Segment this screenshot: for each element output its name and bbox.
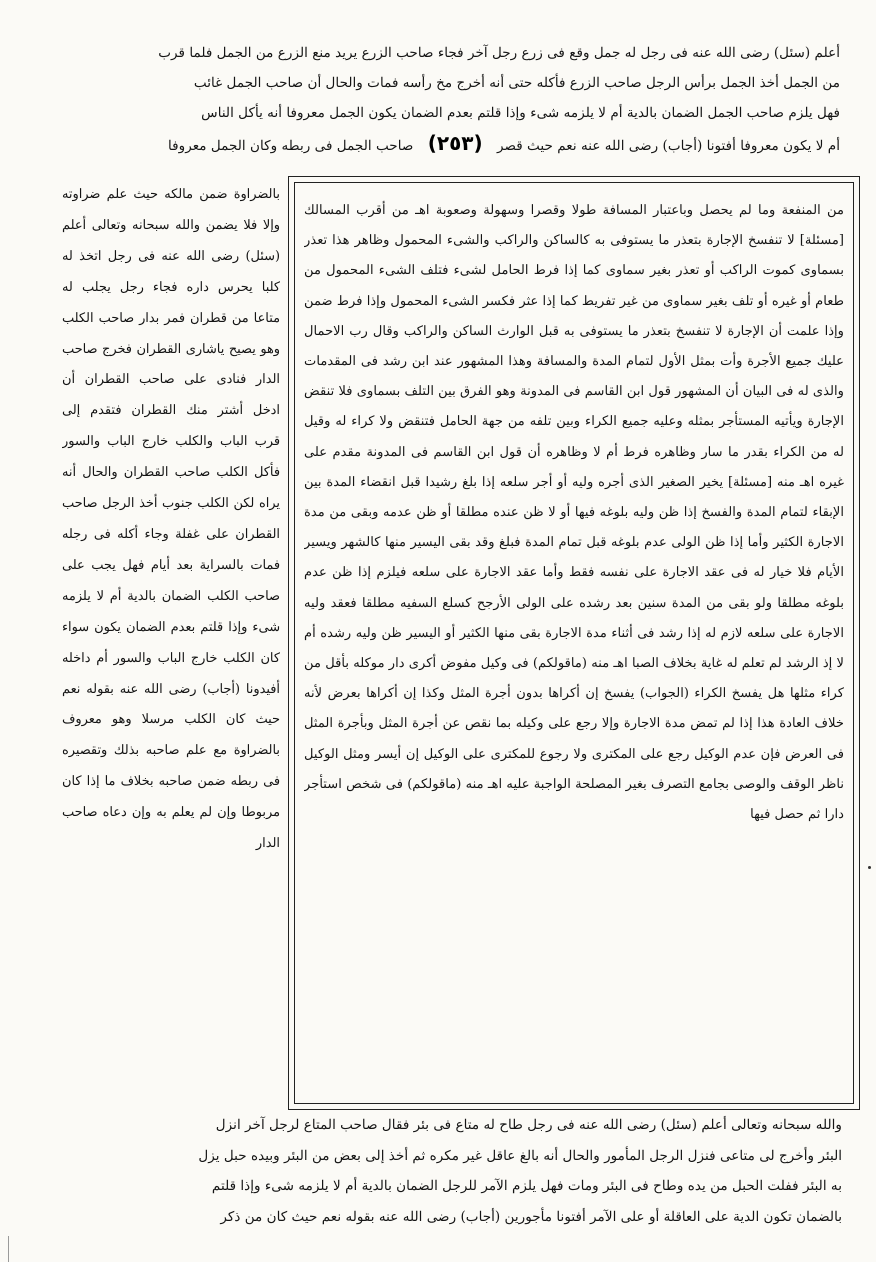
text-line: بالضمان تكون الدية على العاقلة أو على الآمر أفتونا مأجورين (أجاب) رضى الله عنه بقوله نعم حيث كان من ذكر bbox=[220, 1208, 842, 1225]
text-line: والله سبحانه وتعالى أعلم (سئل) رضى الله عنه فى رجل طاح له متاع فى بئر فقال صاحب المتاع لرجل آخر انزل bbox=[215, 1117, 842, 1133]
text-fragment: صاحب الجمل فى ربطه وكان الجمل معروفا bbox=[168, 138, 414, 154]
scan-edge-line bbox=[8, 1236, 9, 1262]
ink-speck bbox=[868, 866, 871, 869]
margin-column-text: بالضراوة ضمن مالكه حيث علم ضراوته وإلا فلا يضمن والله سبحانه وتعالى أعلم (سئل) رضى الله عنه فى رجل اتخذ له كلبا يحرس داره فجاء رجل يجلب له متاعا من قطران فمر بدار صاحب الكلب وهو يصيح ياشارى القطران فخرج صاحب الدار فنادى على صاحب القطران أن ادخل أشتر منك القطران فتقدم إلى قرب الباب والكلب خارج الباب والسور فأكل الكلب صاحب القطران والحال أنه يراه لكن الكلب جنوب أخذ الرجل صاحب القطران على غفلة وجاء أكله فى رجله فمات بالسراية بعد أيام فهل يجب على صاحب الكلب الضمان بالدية أم لا يلزمه شىء وإذا قلتم بعدم الضمان يكون سواء كان الكلب خارج الباب والسور أم داخله أفيدونا (أجاب) رضى الله عنه بقوله نعم حيث كان الكلب مرسلا وهو معروف بالضراوة مع علم صاحبه بذلك وتقصيره فى ربطه ضمن صاحبه بخلاف ما إذا كان مربوطا وإن لم يعلم به وإن دعاه صاحب الدار bbox=[62, 187, 280, 852]
commentary-text: من المنفعة وما لم يحصل وباعتبار المسافة طولا وقصرا وسهولة وصعوبة اهـ من أقرب المسالك [مسئلة] لا تنفسخ الإجارة بتعذر ما يستوفى به كالساكن والراكب والشىء المحمول وظاهر هذا تعذر بسماوى كموت الراكب أو تعذر بغير سماوى كما إذا فرط الحامل لشىء فتلف الشىء المحمول من طعام أو غيره أو تلف بغير سماوى من غير تفريط كما إذا عثر فكسر الشىء المحمول وإذا فرط ضمن وإذا علمت أن الإجارة لا تنفسخ بتعذر ما يستوفى به قبل الوارث الساكن والراكب وقال رب الاحمال عليك جميع الأجرة وأت بمثل الأول لتمام المدة والمسافة وهذا المشهور عند ابن رشد فى المقدمات والذى له فى البيان أن المشهور قول ابن القاسم فى المدونة وهو الفرق بين التلف بسماوى فلا تنقض الإجارة ويأتيه المستأجر بمثله وعليه جميع الكراء وبين تلفه من جهة الحامل فتنقض ولا كراء له وقيل له من الكراء بقدر ما سار وظاهره فرط أم لا وظاهره أن قول ابن القاسم فى المدونة مقدم على غيره اهـ منه [مسئلة] يخير الصغير الذى أجره وليه أو أجر سلعه إذا بلغ رشيدا قبل انقضاء المدة بين الإبقاء لتمام المدة والفسخ إذا ظن وليه بلوغه فيها أو لا ظن عنده مطلقا أو ظن عدمه وبقى من مدة الاجارة الكثير وأما إذا ظن الولى عدم بلوغه قبل تمام المدة فبلغ وقد بقى اليسير منها كالشهر ويسير الأيام فلا خيار له فى عقد الاجارة على نفسه فقط وأما عقد الاجارة على سلعه فيلزم إذا ظن عدم بلوغه مطلقا ولو بقى من المدة سنين بعد رشده على الولى الأرجح كسلع السفيه مطلقا فعقد وليه الاجارة على سلعه لازم له إذا رشد فى أثناء مدة الاجارة بقى منها الكثير أو اليسير ظن وليه رشده أم لا إذ الرشد لم تعلم له غاية بخلاف الصبا اهـ منه (ماقولكم) فى وكيل مفوض أكرى دار موكله بأقل من كراء مثلها هل يفسخ الكراء (الجواب) يفسخ إن أكراها بدون أجرة المثل وكذا إن أكراها بعرض لأنه خلاف العادة هذا إذا لم تمض مدة الاجارة وإلا رجع على وكيله بما نقص عن أجرة المثل وبأجرة المثل فى العرض فإن عدم الوكيل رجع على المكترى ولا رجوع للمكترى على الوكيل إن أيسر ومثل الوكيل ناظر الوقف والوصى بجامع التصرف بغير المصلحة الواجبة عليه اهـ منه (ماقولكم) فى شخص استأجر دارا ثم حصل فيها bbox=[304, 203, 844, 823]
page-number: (٢٥٣) bbox=[427, 131, 483, 155]
text-line: أعلم (سئل) رضى الله عنه فى رجل له جمل وقع فى زرع رجل آخر فجاء صاحب الزرع يريد منع الزرع من الجمل فلما قرب bbox=[158, 45, 840, 61]
text-line: من الجمل أخذ الجمل برأس الرجل صاحب الزرع فأكله حتى أنه أخرج مخ رأسه فمات والحال أن صاحب الجمل غائب bbox=[193, 75, 840, 91]
text-fragment: أم لا يكون معروفا أفتونا (أجاب) رضى الله عنه نعم حيث قصر bbox=[496, 138, 840, 154]
main-text-top bbox=[70, 38, 840, 186]
text-line: به البئر ففلت الحبل من يده وطاح فى البئر ومات فهل يلزم الآمر للرجل الضمان بالدية أم لا يلزمه شىء وإذا قلتم bbox=[211, 1178, 842, 1194]
text-line: البئر وأخرج لى متاعى فنزل الرجل المأمور والحال أنه بالغ عاقل غير مكره ثم أخذ إلى بعض من البئر وبيده حبل يزل bbox=[198, 1147, 842, 1164]
text-line: فهل يلزم صاحب الجمل الضمان بالدية أم لا يلزمه شىء وإذا قلتم بعدم الضمان يكون الجمل معروفا أنه يأكل الناس bbox=[201, 105, 840, 121]
main-text-bottom bbox=[60, 1110, 842, 1250]
text-line-with-page-number bbox=[70, 128, 840, 161]
